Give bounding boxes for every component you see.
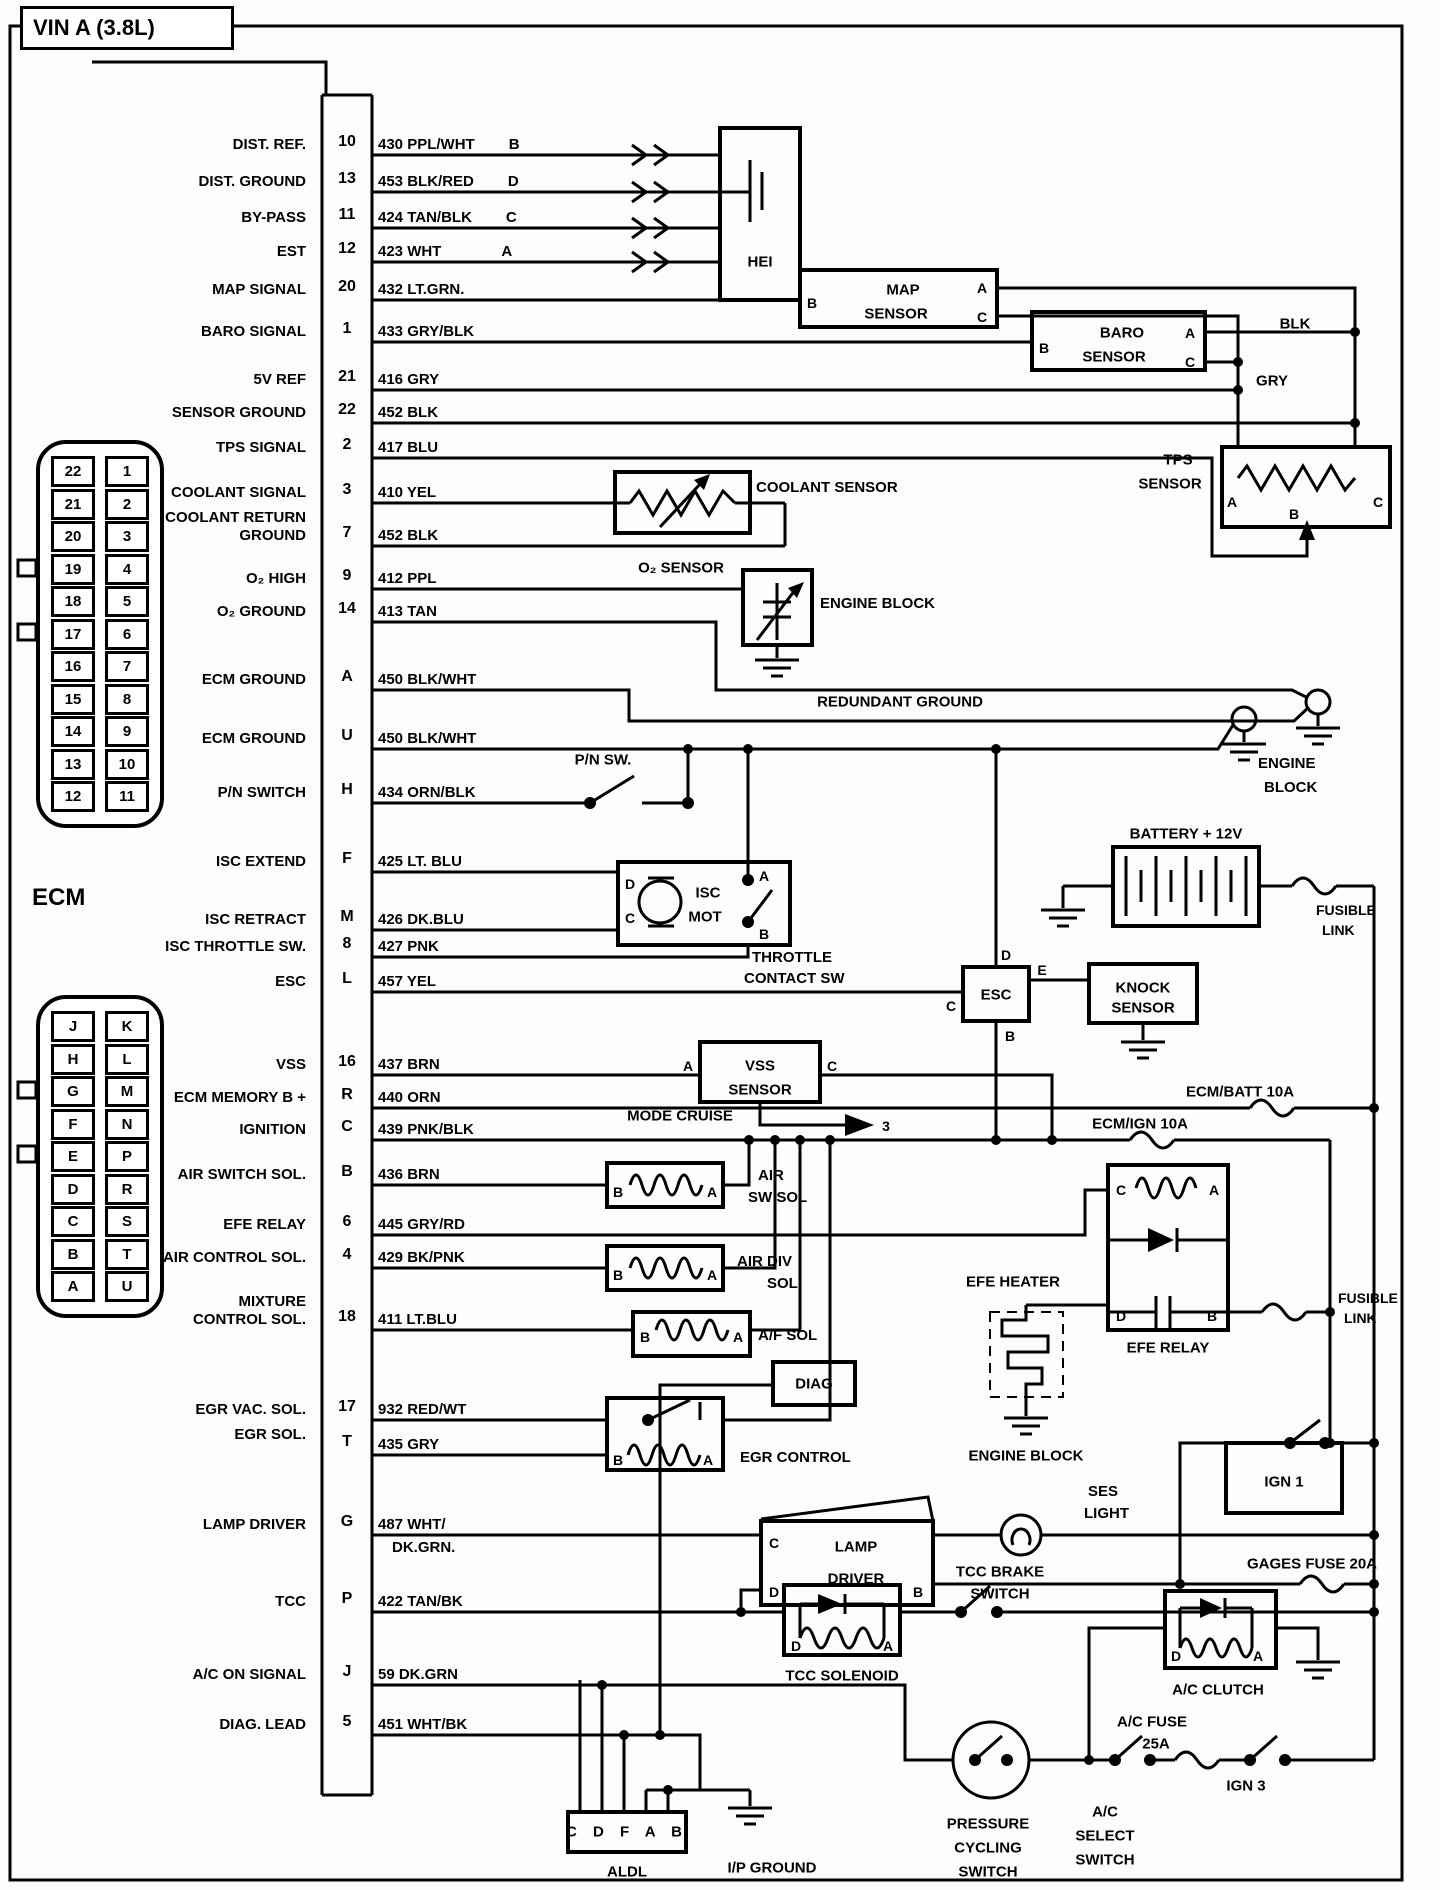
tps-sensor-label: SENSOR — [1138, 475, 1202, 493]
pin-label: CONTROL SOL. — [192, 1311, 306, 1328]
pin-label: VSS — [275, 1056, 306, 1073]
pin-id: P — [341, 1590, 353, 1607]
connector-cell: C — [51, 1206, 95, 1237]
engine-block-label: ENGINE BLOCK — [968, 1447, 1084, 1465]
wire-label: 413 TAN — [378, 603, 437, 620]
pin-label: P/N SWITCH — [217, 784, 306, 801]
pin-label: ECM GROUND — [201, 730, 306, 747]
lamp-driver-label: LAMP — [834, 1538, 878, 1556]
pin-label: DIST. GROUND — [198, 173, 306, 190]
connector-cell: 11 — [105, 781, 149, 812]
connector-cell: 5 — [105, 586, 149, 617]
air-div-terminal-a: A — [706, 1267, 718, 1283]
connector-cell: G — [51, 1076, 95, 1107]
ecm-bus — [92, 62, 372, 1795]
o2-engine-block-box — [743, 570, 812, 676]
fusible-link-label: LINK — [1344, 1310, 1377, 1326]
connector-cell: T — [105, 1239, 149, 1270]
map-terminal-c: C — [976, 309, 988, 325]
tcc-brake-switch-label: TCC BRAKE — [955, 1563, 1045, 1581]
pin-label: BY-PASS — [241, 209, 306, 226]
pin-id: 5 — [342, 1713, 352, 1730]
connector-cell: E — [51, 1141, 95, 1172]
lamp-driver-label: DRIVER — [827, 1570, 885, 1588]
pin-label: O₂ GROUND — [216, 603, 306, 620]
wire-label: 457 YEL — [378, 973, 437, 990]
wire-label: 59 DK.GRN — [378, 1666, 459, 1683]
pin-id: 16 — [338, 1053, 356, 1070]
ac-select-switch-label: SELECT — [1075, 1827, 1135, 1845]
pn-switch-label: P/N SW. — [574, 751, 632, 769]
wire-label: 450 BLK/WHT — [378, 671, 477, 688]
wire-label: 434 ORN/BLK — [378, 784, 476, 801]
esc-terminal-e: E — [1037, 962, 1047, 978]
wire-label: 417 BLU — [378, 439, 439, 456]
ses-light-label: SES — [1088, 1483, 1119, 1500]
connector-cell: 18 — [51, 586, 95, 617]
pin-label: ECM MEMORY B + — [173, 1089, 306, 1106]
wire-label: 445 GRY/RD — [378, 1216, 465, 1233]
ac-select-switch-label: A/C — [1092, 1803, 1118, 1821]
blk-wire-label: BLK — [1279, 315, 1311, 333]
pin-id: R — [341, 1086, 353, 1103]
connector-cell: 12 — [51, 781, 95, 812]
wire-label: 425 LT. BLU — [378, 853, 462, 870]
pin-id: B — [341, 1163, 353, 1180]
connector-cell: 8 — [105, 684, 149, 715]
wire-label: 432 LT.GRN. — [378, 281, 465, 298]
row-wires — [372, 155, 1374, 1812]
air-div-sol-label: AIR DIV — [737, 1253, 793, 1270]
pin-id: 14 — [338, 600, 356, 617]
pin-id: 17 — [338, 1398, 356, 1415]
connector-cell: 13 — [51, 749, 95, 780]
wire-label: 450 BLK/WHT — [378, 730, 477, 747]
battery-label: BATTERY + 12V — [1129, 825, 1243, 843]
wire-label: 451 WHT/BK — [378, 1716, 468, 1733]
egr-terminal-b: B — [612, 1452, 624, 1468]
o2-sensor-label: O₂ SENSOR — [638, 559, 724, 577]
wire-label: 430 PPL/WHT B — [378, 136, 520, 153]
pin-id: 2 — [342, 436, 352, 453]
af-sol-label: A/F SOL — [758, 1327, 818, 1344]
pin-id: 21 — [338, 368, 356, 385]
ecm-connector-lower — [36, 995, 164, 1318]
wire-label: 427 PNK — [378, 938, 439, 955]
pin-id: G — [340, 1513, 354, 1530]
baro-sensor-label: SENSOR — [1082, 348, 1146, 366]
isc-label: ISC — [695, 884, 721, 902]
connector-cell: 1 — [105, 456, 149, 487]
tcc-solenoid-label: TCC SOLENOID — [785, 1667, 899, 1685]
pin-id: 7 — [342, 524, 352, 541]
hei-label: HEI — [747, 253, 773, 271]
pin-label: LAMP DRIVER — [202, 1516, 306, 1533]
isc-label: MOT — [688, 908, 722, 926]
diag-label: DIAG — [795, 1375, 833, 1393]
efe-heater — [990, 1305, 1108, 1434]
pin-id: 11 — [338, 206, 356, 223]
pin-label: SENSOR GROUND — [171, 404, 306, 421]
baro-sensor-label: BARO — [1099, 324, 1145, 342]
vss-sensor-label: SENSOR — [728, 1081, 792, 1099]
egr-terminal-a: A — [702, 1452, 714, 1468]
pin-id: H — [341, 781, 353, 798]
connector-cell: U — [105, 1271, 149, 1302]
esc-terminal-b: B — [1004, 1028, 1016, 1044]
connector-cell: F — [51, 1109, 95, 1140]
wire-label-line2: DK.GRN. — [392, 1539, 456, 1556]
pin-id: 10 — [338, 133, 356, 150]
pin-id: 13 — [338, 170, 356, 187]
connector-cell: 17 — [51, 619, 95, 650]
pin-label: AIR SWITCH SOL. — [177, 1166, 306, 1183]
pin-id: C — [341, 1118, 353, 1135]
isc-terminal-d: D — [624, 876, 636, 892]
knock-sensor-label: KNOCK — [1115, 979, 1171, 997]
connector-cell: 19 — [51, 554, 95, 585]
ip-ground-label: I/P GROUND — [727, 1859, 817, 1877]
connector-cell: R — [105, 1174, 149, 1205]
ac-clutch-label: A/C CLUTCH — [1172, 1681, 1264, 1699]
throttle-contact-label: CONTACT SW — [744, 970, 845, 987]
wire-label: 423 WHT A — [378, 243, 513, 260]
pin-id: 22 — [338, 401, 356, 418]
air-sw-terminal-b: B — [612, 1184, 624, 1200]
connector-cell: H — [51, 1044, 95, 1075]
pin-id: 3 — [342, 481, 352, 498]
connector-cell: 22 — [51, 456, 95, 487]
pin-label: MIXTURE — [238, 1293, 306, 1310]
pin-label: MAP SIGNAL — [212, 281, 306, 298]
map-terminal-a: A — [976, 280, 988, 296]
isc-terminal-a: A — [758, 868, 770, 884]
engine-block-label: BLOCK — [1264, 779, 1318, 796]
mode-cruise-number: 3 — [882, 1118, 890, 1134]
throttle-contact-label: THROTTLE — [752, 949, 832, 966]
af-terminal-b: B — [639, 1329, 651, 1345]
ecm-ign-fuse-label: ECM/IGN 10A — [1092, 1115, 1188, 1133]
wire-label: 435 GRY — [378, 1436, 440, 1453]
wire-label: 439 PNK/BLK — [378, 1121, 474, 1138]
pin-label: TPS SIGNAL — [215, 439, 306, 456]
connector-cell: 16 — [51, 651, 95, 682]
pin-id: 6 — [342, 1213, 352, 1230]
vss-terminal-c: C — [826, 1058, 838, 1074]
efe-terminal-a: A — [1208, 1182, 1220, 1198]
wire-label: 437 BRN — [378, 1056, 440, 1073]
gry-wire-label: GRY — [1256, 372, 1288, 390]
hei-box — [720, 128, 800, 300]
pin-label: ESC — [275, 973, 306, 990]
efe-terminal-b: B — [1206, 1308, 1218, 1324]
wire-label: 410 YEL — [378, 484, 437, 501]
connector-cell: 15 — [51, 684, 95, 715]
pin-id: L — [342, 970, 352, 987]
baro-terminal-b: B — [1038, 340, 1050, 356]
pin-id: 18 — [338, 1308, 356, 1325]
esc-terminal-d: D — [1000, 947, 1012, 963]
pin-label: O₂ HIGH — [246, 570, 306, 587]
pin-label: EGR SOL. — [234, 1426, 306, 1443]
pin-label: ECM GROUND — [201, 671, 306, 688]
coolant-sensor-box — [615, 472, 750, 533]
map-terminal-b: B — [806, 295, 818, 311]
tcc-terminal-d: D — [790, 1638, 802, 1654]
pin-id: 20 — [338, 278, 356, 295]
knock-sensor-label: SENSOR — [1111, 999, 1175, 1017]
pin-id: M — [340, 908, 354, 925]
connector-cell: J — [51, 1011, 95, 1042]
pin-id: F — [342, 850, 352, 867]
baro-terminal-c: C — [1184, 354, 1196, 370]
wire-label: 416 GRY — [378, 371, 440, 388]
pin-id: 12 — [338, 240, 356, 257]
wire-label: 932 RED/WT — [378, 1401, 467, 1418]
tcc-brake-switch-label: SWITCH — [970, 1585, 1030, 1603]
pin-id: 4 — [342, 1246, 352, 1263]
pin-label: 5V REF — [253, 371, 306, 388]
aldl-pins: C D F A B — [565, 1823, 689, 1841]
pin-label: DIST. REF. — [232, 136, 306, 153]
pin-label: COOLANT SIGNAL — [171, 484, 306, 501]
connector-cell: 6 — [105, 619, 149, 650]
efe-relay-label: EFE RELAY — [1126, 1339, 1210, 1357]
wire-label: 433 GRY/BLK — [378, 323, 475, 340]
redundant-ground-label: REDUNDANT GROUND — [817, 693, 983, 711]
pin-label: ISC THROTTLE SW. — [165, 938, 306, 955]
tps-sensor-box — [1222, 447, 1390, 540]
pin-label: EFE RELAY — [223, 1216, 306, 1233]
ac-fuse-label: 25A — [1142, 1735, 1170, 1753]
connector-cell: S — [105, 1206, 149, 1237]
ign1-label: IGN 1 — [1264, 1473, 1304, 1491]
map-sensor-label: MAP — [886, 281, 920, 299]
map-sensor-label: SENSOR — [864, 305, 928, 323]
vss-terminal-a: A — [682, 1058, 694, 1074]
pin-label: ISC RETRACT — [205, 911, 306, 928]
wire-label: 411 LT.BLU — [378, 1311, 457, 1328]
wire-label: 452 BLK — [378, 404, 439, 421]
pin-label: GROUND — [239, 527, 306, 544]
baro-terminal-a: A — [1184, 325, 1196, 341]
connector-cell: L — [105, 1044, 149, 1075]
pressure-switch-label: SWITCH — [958, 1863, 1018, 1881]
wire-label: 426 DK.BLU — [378, 911, 464, 928]
esc-label: ESC — [980, 986, 1012, 1004]
lamp-terminal-c: C — [768, 1535, 780, 1551]
connector-cell: D — [51, 1174, 95, 1205]
ac-clutch-box — [1089, 1591, 1340, 1760]
connector-cell: 2 — [105, 489, 149, 520]
pin-label: IGNITION — [239, 1121, 306, 1138]
tcc-terminal-a: A — [882, 1638, 894, 1654]
coolant-sensor-label: COOLANT SENSOR — [756, 479, 898, 496]
connector-cell: 3 — [105, 521, 149, 552]
ac-fuse-label: A/C FUSE — [1116, 1713, 1188, 1731]
fusible-link-label: FUSIBLE — [1316, 902, 1376, 918]
pin-id: U — [341, 727, 353, 744]
efe-heater-label: EFE HEATER — [966, 1273, 1060, 1291]
pressure-switch-label: CYCLING — [954, 1839, 1022, 1857]
page-title: VIN A (3.8L) — [33, 15, 155, 40]
lamp-terminal-b: B — [912, 1584, 924, 1600]
wire-label: 436 BRN — [378, 1166, 440, 1183]
connector-cell: 4 — [105, 554, 149, 585]
pin-id: 8 — [342, 935, 352, 952]
air-div-sol-box — [607, 1246, 723, 1290]
wire-label: 422 TAN/BK — [378, 1593, 463, 1610]
connector-cell: 9 — [105, 716, 149, 747]
pin-label: TCC — [275, 1593, 306, 1610]
pin-label: AIR CONTROL SOL. — [162, 1249, 306, 1266]
ac-clutch-terminal-d: D — [1170, 1648, 1182, 1664]
engine-block-label: ENGINE BLOCK — [820, 595, 936, 612]
wire-label: 429 BK/PNK — [378, 1249, 465, 1266]
tps-sensor-label: TPS — [1163, 451, 1193, 469]
pin-label: DIAG. LEAD — [219, 1716, 306, 1733]
mode-cruise-label: MODE CRUISE — [627, 1107, 733, 1125]
connector-cell: 14 — [51, 716, 95, 747]
connector-cell: M — [105, 1076, 149, 1107]
pin-label: ISC EXTEND — [215, 853, 306, 870]
tps-terminal-b: B — [1288, 506, 1300, 522]
connector-cell: A — [51, 1271, 95, 1302]
air-sw-sol-box — [607, 1163, 723, 1207]
connector-cell: 20 — [51, 521, 95, 552]
ac-select-switch-label: SWITCH — [1075, 1851, 1135, 1869]
hei-chevrons — [632, 145, 668, 272]
egr-control-label: EGR CONTROL — [740, 1449, 851, 1466]
air-div-sol-label: SOL — [767, 1275, 798, 1292]
pin-label: EGR VAC. SOL. — [195, 1401, 306, 1418]
air-sw-sol-label: SW SOL — [748, 1189, 808, 1206]
engine-block-grounds — [1222, 690, 1340, 760]
fusible-link-label: LINK — [1322, 922, 1355, 938]
pin-label: A/C ON SIGNAL — [192, 1666, 306, 1683]
ses-light-label: LIGHT — [1084, 1505, 1129, 1522]
connector-cell: K — [105, 1011, 149, 1042]
pin-label: EST — [276, 243, 306, 260]
isc-terminal-b: B — [758, 926, 770, 942]
vss-sensor-label: VSS — [744, 1057, 776, 1075]
wire-label: 412 PPL — [378, 570, 437, 587]
pin-label: COOLANT RETURN — [165, 509, 306, 526]
esc-box — [963, 749, 1089, 1140]
gages-fuse-label: GAGES FUSE 20A — [1246, 1555, 1378, 1573]
wire-label: 424 TAN/BLK C — [378, 209, 517, 226]
air-sw-sol-label: AIR — [758, 1167, 784, 1184]
wire-label: 440 ORN — [378, 1089, 441, 1106]
pin-id: T — [342, 1433, 352, 1450]
isc-terminal-c: C — [624, 910, 636, 926]
ac-clutch-terminal-a: A — [1252, 1648, 1264, 1664]
connector-cell: 21 — [51, 489, 95, 520]
ecm-batt-fuse-label: ECM/BATT 10A — [1185, 1083, 1295, 1101]
pin-label: BARO SIGNAL — [201, 323, 306, 340]
connector-cell: 10 — [105, 749, 149, 780]
connector-cell: N — [105, 1109, 149, 1140]
air-sw-terminal-a: A — [706, 1184, 718, 1200]
connector-cell: B — [51, 1239, 95, 1270]
fusible-link-label: FUSIBLE — [1338, 1290, 1398, 1306]
wire-label: 453 BLK/RED D — [378, 173, 519, 190]
connector-cell: P — [105, 1141, 149, 1172]
ac-circuit — [953, 1722, 1374, 1798]
wire-label: 487 WHT/ — [378, 1516, 446, 1533]
air-div-terminal-b: B — [612, 1267, 624, 1283]
connector-cell: 7 — [105, 651, 149, 682]
lamp-terminal-d: D — [768, 1584, 780, 1600]
af-terminal-a: A — [732, 1329, 744, 1345]
efe-terminal-d: D — [1115, 1308, 1127, 1324]
aldl-label: ALDL — [607, 1863, 647, 1881]
pin-id: 9 — [342, 567, 352, 584]
ecm-label: ECM — [32, 884, 86, 911]
tps-terminal-c: C — [1372, 494, 1384, 510]
esc-terminal-c: C — [945, 998, 957, 1014]
pin-id: J — [342, 1663, 352, 1680]
pin-id: 1 — [342, 320, 352, 337]
tps-terminal-a: A — [1226, 494, 1238, 510]
efe-terminal-c: C — [1115, 1182, 1127, 1198]
pressure-switch-label: PRESSURE — [946, 1815, 1030, 1833]
title-box — [20, 6, 234, 50]
ign3-label: IGN 3 — [1226, 1777, 1266, 1795]
pin-id: A — [341, 668, 353, 685]
wire-label: 452 BLK — [378, 527, 439, 544]
engine-block-label: ENGINE — [1258, 755, 1316, 772]
